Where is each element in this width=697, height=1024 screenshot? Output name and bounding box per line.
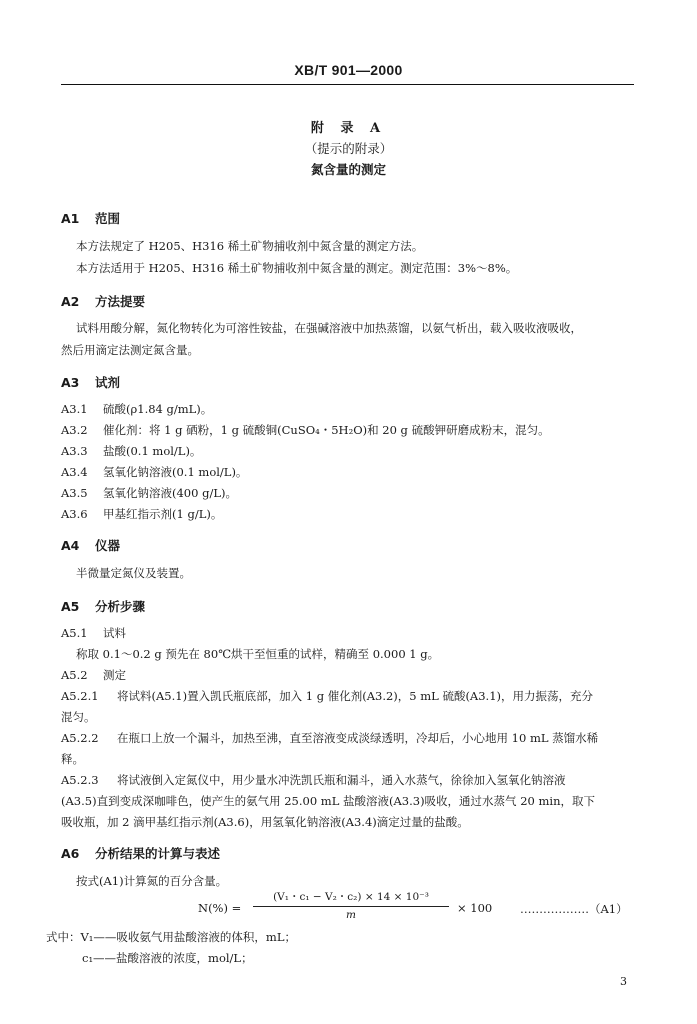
section-a5-heading: [61, 597, 145, 615]
section-a3-heading: [61, 373, 120, 391]
annex-title: 附 录 A: [310, 121, 387, 136]
formula-tail: × 100: [457, 901, 493, 915]
subsection-number: A5.2: [61, 668, 88, 682]
annex-topic: 氮含量的测定: [310, 162, 386, 177]
section-a1-heading: [61, 209, 120, 227]
item-text: 盐酸(0.1 mol/L)。: [103, 444, 202, 458]
section-title: 分析结果的计算与表述: [95, 846, 221, 861]
a2-line-2: 然后用滴定法测定氮含量。: [61, 343, 199, 357]
a1-line-2: 本方法适用于 H205、H316 稀土矿物捕收剂中氮含量的测定。测定范围：3%～8%。: [76, 261, 518, 275]
reagent-item: [61, 398, 212, 420]
formula-reference: ………………（A1）: [520, 902, 628, 916]
a6-intro: 按式(A1)计算氮的百分含量。: [76, 874, 228, 888]
item-text: 催化剂：将 1 g 硒粉，1 g 硫酸铜(CuSO₄・5H₂O)和 20 g 硫酸钾研磨成粉末，混匀。: [103, 423, 550, 437]
section-number: A1: [61, 211, 80, 226]
step-number: A5.2.1: [61, 689, 99, 703]
reagent-item: [61, 482, 237, 504]
step-text: 在瓶口上放一个漏斗，加热至沸，直至溶液变成淡绿透明，冷却后，小心地用 10 mL 蒸馏水稀: [117, 731, 599, 745]
reagent-item: [61, 461, 247, 483]
section-number: A6: [61, 846, 80, 861]
fraction-bar: [253, 906, 449, 907]
header-rule: [61, 84, 634, 85]
formula-fraction: [253, 889, 449, 921]
subsection-title: 测定: [103, 668, 126, 682]
section-number: A2: [61, 294, 80, 309]
step-a5-2-1-cont: 混匀。: [61, 710, 96, 724]
formula-numerator: (V₁・c₁ − V₂・c₂) × 14 × 10⁻³: [273, 891, 429, 903]
item-text: 甲基红指示剂(1 g/L)。: [103, 507, 223, 521]
annex-subtitle: （提示的附录）: [304, 141, 393, 156]
item-text: 氢氧化钠溶液(400 g/L)。: [103, 486, 237, 500]
section-title: 试剂: [95, 375, 121, 390]
item-text: 硫酸(ρ1.84 g/mL)。: [103, 402, 213, 416]
section-number: A4: [61, 538, 80, 553]
subsection-title: 试料: [103, 626, 126, 640]
reagent-item: [61, 503, 222, 525]
item-number: A3.4: [61, 465, 88, 479]
subsection-number: A5.1: [61, 626, 88, 640]
section-title: 范围: [95, 211, 121, 226]
step-a5-2-2-cont: 释。: [61, 752, 84, 766]
section-title: 仪器: [95, 538, 121, 553]
subsection-a5-2: [61, 664, 126, 686]
a2-line-1: 试料用酸分解，氮化物转化为可溶性铵盐，在强碱溶液中加热蒸馏，以氨气析出，载入吸收液吸收，: [76, 321, 582, 335]
standard-number-header: XB/T 901—2000: [294, 62, 403, 78]
a5-1-text: 称取 0.1～0.2 g 预先在 80℃烘干至恒重的试样，精确至 0.000 1 g。: [76, 647, 440, 661]
step-a5-2-3-cont-1: (A3.5)直到变成深咖啡色，使产生的氨气用 25.00 mL 盐酸溶液(A3.3)吸收，通过水蒸气 20 min，取下: [61, 794, 595, 808]
item-number: A3.5: [61, 486, 88, 500]
page-number: 3: [620, 975, 627, 988]
section-number: A5: [61, 599, 80, 614]
step-a5-2-3: [61, 769, 566, 791]
reagent-item: [61, 440, 201, 462]
section-number: A3: [61, 375, 80, 390]
step-number: A5.2.3: [61, 773, 99, 787]
subsection-a5-1: [61, 622, 126, 644]
a4-line-1: 半微量定氮仪及装置。: [76, 566, 191, 580]
formula-denominator: m: [346, 909, 356, 921]
step-text: 将试料(A5.1)置入凯氏瓶底部，加入 1 g 催化剂(A3.2)，5 mL 硫酸(A3.1)，用力振荡，充分: [117, 689, 594, 703]
step-number: A5.2.2: [61, 731, 99, 745]
item-number: A3.1: [61, 402, 88, 416]
section-a6-heading: [61, 844, 220, 862]
section-title: 分析步骤: [95, 599, 146, 614]
step-a5-2-2: [61, 727, 598, 749]
a1-line-1: 本方法规定了 H205、H316 稀土矿物捕收剂中氮含量的测定方法。: [76, 239, 424, 253]
section-title: 方法提要: [95, 294, 146, 309]
item-text: 氢氧化钠溶液(0.1 mol/L)。: [103, 465, 248, 479]
item-number: A3.6: [61, 507, 88, 521]
item-number: A3.3: [61, 444, 88, 458]
reagent-item: [61, 419, 550, 441]
where-line-1: 式中：V₁——吸收氨气用盐酸溶液的体积，mL；: [46, 930, 296, 944]
section-a2-heading: [61, 292, 145, 310]
item-number: A3.2: [61, 423, 88, 437]
step-a5-2-3-cont-2: 吸收瓶，加 2 滴甲基红指示剂(A3.6)，用氢氧化钠溶液(A3.4)滴定过量的盐酸。: [61, 815, 469, 829]
step-text: 将试液倒入定氮仪中，用少量水冲洗凯氏瓶和漏斗，通入水蒸气，徐徐加入氢氧化钠溶液: [117, 773, 566, 787]
formula-lhs: N(%) =: [198, 901, 242, 915]
section-a4-heading: [61, 536, 120, 554]
step-a5-2-1: [61, 685, 593, 707]
where-line-2: c₁——盐酸溶液的浓度，mol/L；: [82, 951, 253, 965]
